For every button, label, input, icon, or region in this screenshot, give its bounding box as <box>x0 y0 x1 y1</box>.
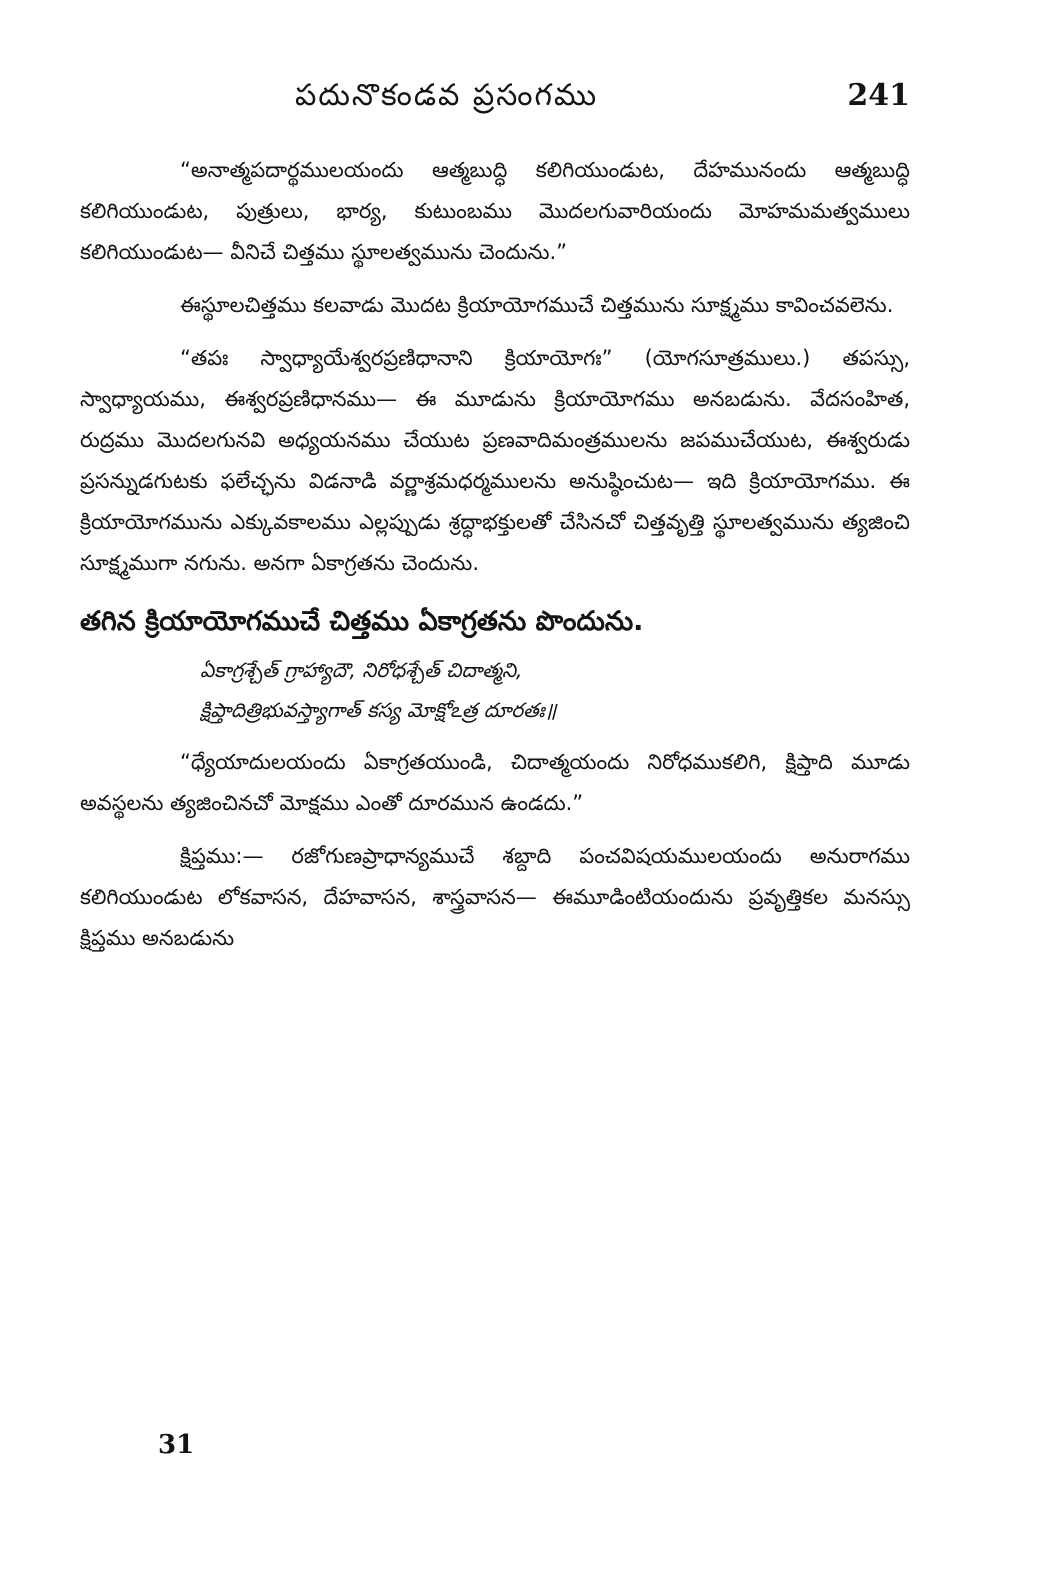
paragraph-1: “అనాత్మపదార్థములయందు ఆత్మబుద్ధి కలిగియుండుట, దేహమునందు ఆత్మబుద్ధి కలిగియుండుట, పుత్రులు, భార్య, కుటుంబము మొదలగువారియందు మోహమమత్వములు కలిగియుండుట— వీనిచే చిత్తము స్థూలత్వమును చెందును.” <box>80 158 910 264</box>
sanskrit-verse <box>80 650 910 730</box>
section-heading: తగిన క్రియాయోగముచే చిత్తము ఏకాగ్రతను పొందును. <box>80 606 644 637</box>
paragraph-5: క్షిప్తము:— రజోగుణప్రాధాన్యముచే శబ్దాది పంచవిషయములయందు అనురాగము కలిగియుండుట లోకవాసన, దేహవాసన, శాస్త్రవాసన— ఈమూడింటియందును ప్రవృత్తికల మనస్సు క్షిప్తము అనబడును <box>80 844 910 950</box>
page-number: 241 <box>847 78 910 113</box>
signature-mark: 31 <box>158 1430 195 1460</box>
paragraph-3: “తపః స్వాధ్యాయేశ్వరప్రణిధానాని క్రియాయోగః” (యోగసూత్రములు.) తపస్సు, స్వాధ్యాయము, ఈశ్వరప్రణిధానము— ఈ మూడును క్రియాయోగము అనబడును. వేదసంహిత, రుద్రము మొదలగునవి అధ్యయనము చేయుట ప్రణవాదిమంత్రములను జపముచేయుట, ఈశ్వరుడు ప్రసన్నుడగుటకు ఫలేచ్ఛను విడనాడి వర్ణాశ్రమధర్మములను అనుష్ఠించుట— ఇది క్రియాయోగము. ఈ క్రియాయోగమును ఎక్కువకాలము ఎల్లప్పుడు శ్రద్ధాభక్తులతో చేసినచో చిత్తవృత్తి స్థూలత్వమును త్యజించి సూక్ష్మముగా నగును. అనగా ఏకాగ్రతను చెందును. <box>80 346 910 575</box>
paragraph-4: “ధ్యేయాదులయందు ఏకాగ్రతయుండి, చిదాత్మయందు నిరోధముకలిగి, క్షిప్తాది మూడు అవస్థలను త్యజించినచో మోక్షము ఎంతో దూరమున ఉండదు.” <box>80 750 910 815</box>
verse-line-2: క్షిప్తాదిత్రిభువస్త్యాగాత్ కస్య మోక్షోఽత్ర దూరతః॥ <box>200 698 557 722</box>
page-body <box>80 150 910 971</box>
paragraph-2: ఈస్థూలచిత్తము కలవాడు మొదట క్రియాయోగముచే చిత్తమును సూక్ష్మము కావించవలెను. <box>180 293 894 317</box>
running-title: పదునొకండవ ప్రసంగము <box>295 78 599 113</box>
verse-line-1: ఏకాగ్రశ్చేత్ గ్రాహ్యాదౌ, నిరోధశ్చేత్ చిదాత్మని, <box>200 658 523 682</box>
page-header <box>80 78 910 128</box>
